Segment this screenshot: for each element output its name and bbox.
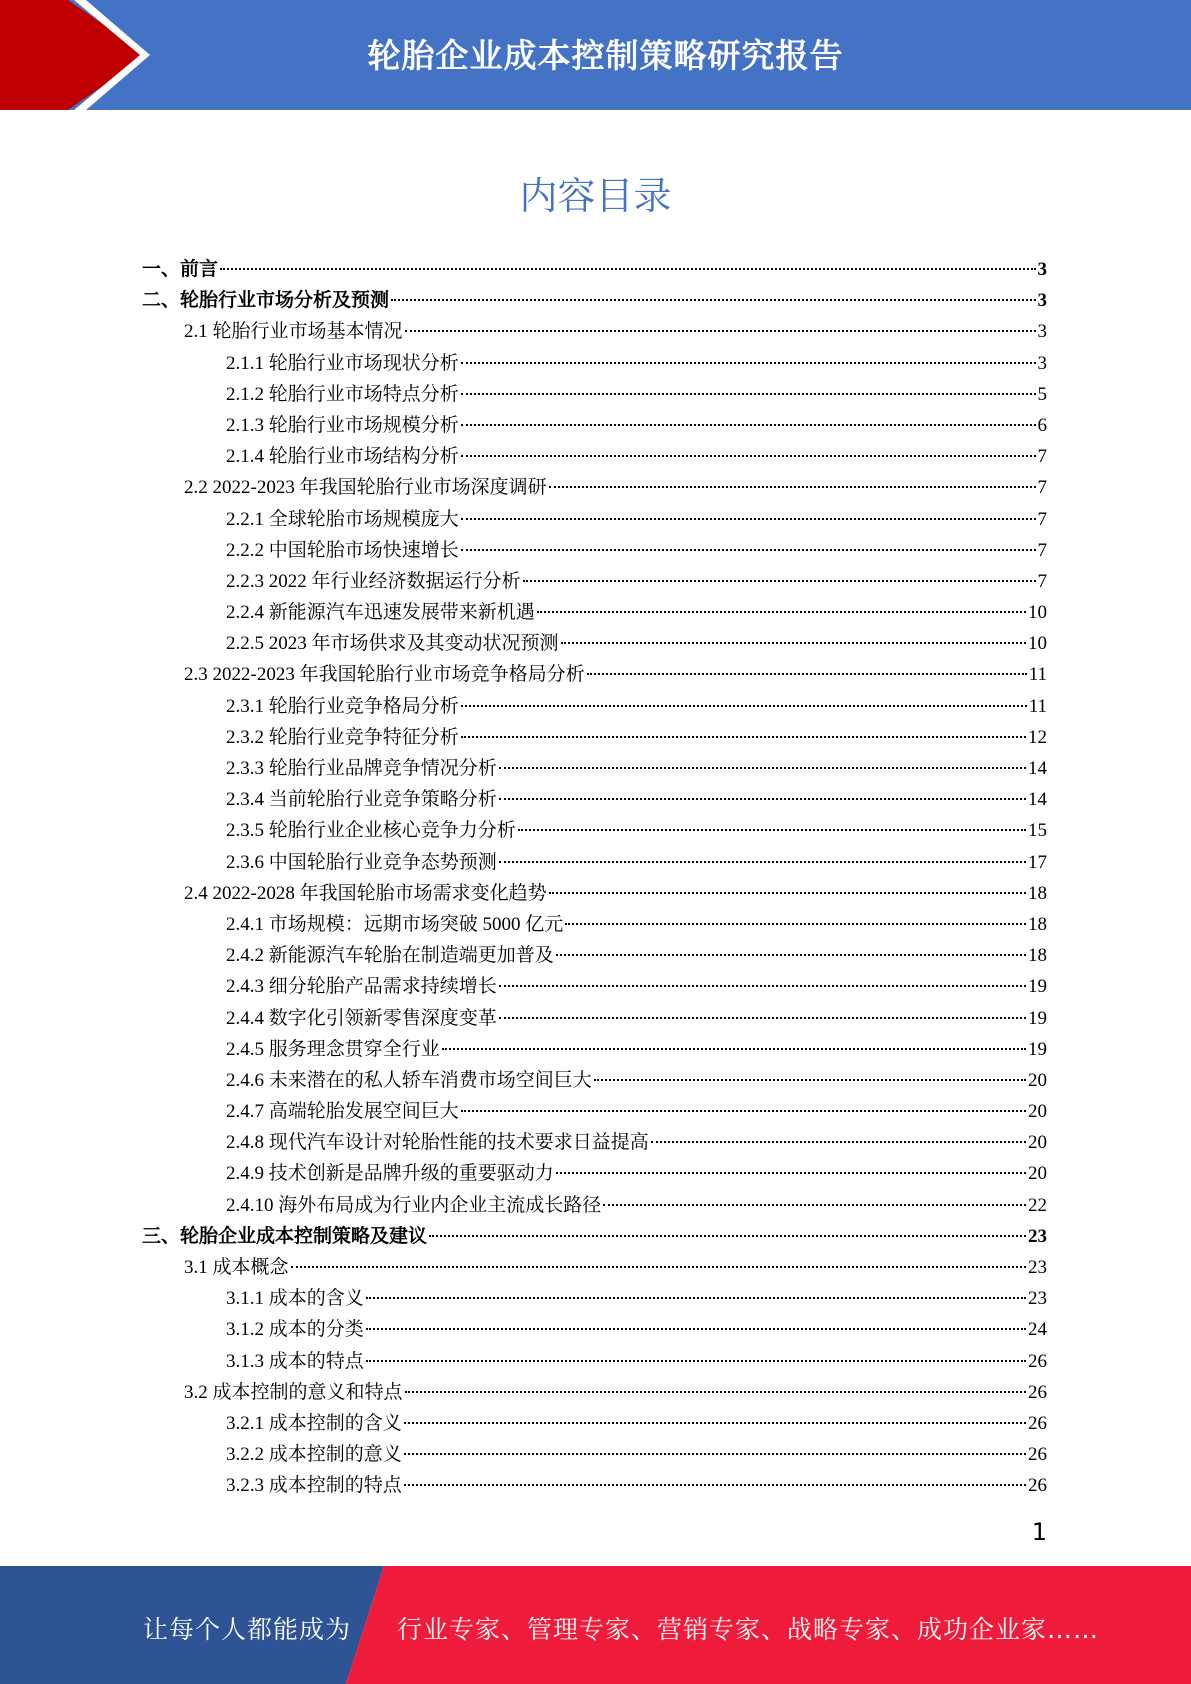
toc-dot-leader	[461, 393, 1036, 395]
toc-dot-leader	[499, 985, 1026, 987]
toc-entry[interactable]	[142, 1346, 1047, 1377]
header-banner	[0, 0, 1191, 110]
toc-entry-page: 18	[1028, 913, 1047, 935]
toc-entry-page: 7	[1037, 539, 1047, 561]
toc-entry-page: 26	[1028, 1350, 1047, 1372]
toc-entry-label: 三、轮胎企业成本控制策略及建议	[142, 1225, 428, 1247]
toc-dot-leader	[291, 1266, 1026, 1268]
toc-entry[interactable]	[142, 348, 1047, 379]
toc-entry-label: 2.2.2 中国轮胎市场快速增长	[226, 539, 459, 561]
footer-slogan-right: 行业专家、管理专家、营销专家、战略专家、成功企业家……	[397, 1615, 1100, 1644]
toc-entry-page: 11	[1028, 664, 1047, 686]
toc-entry-label: 3.1.2 成本的分类	[226, 1319, 364, 1341]
toc-entry-label: 二、轮胎行业市场分析及预测	[142, 290, 390, 312]
toc-entry-page: 5	[1037, 383, 1047, 405]
toc-entry[interactable]	[142, 1003, 1047, 1034]
toc-entry-label: 2.4.3 细分轮胎产品需求持续增长	[226, 976, 497, 998]
toc-entry-page: 6	[1037, 414, 1047, 436]
toc-dot-leader	[366, 1328, 1026, 1330]
toc-entry-page: 14	[1028, 758, 1047, 779]
toc-entry-label: 2.4 2022-2028 年我国轮胎市场需求变化趋势	[184, 882, 547, 904]
toc-dot-leader	[549, 486, 1036, 488]
toc-dot-leader	[461, 455, 1036, 457]
toc-entry-label: 2.1.3 轮胎行业市场规模分析	[226, 414, 459, 436]
toc-entry-label: 2.3.4 当前轮胎行业竞争策略分析	[226, 789, 497, 811]
footer-slogan-left: 让每个人都能成为	[143, 1615, 352, 1644]
toc-entry-page: 20	[1028, 1069, 1047, 1091]
toc-entry-label: 2.1.4 轮胎行业市场结构分析	[226, 446, 459, 468]
toc-dot-leader	[499, 767, 1026, 769]
toc-entry-label: 2.4.8 现代汽车设计对轮胎性能的技术要求日益提高	[226, 1132, 649, 1154]
toc-entry-label: 3.2.2 成本控制的意义	[226, 1444, 402, 1466]
toc-entry-page: 15	[1028, 820, 1047, 842]
toc-entry-label: 2.3.1 轮胎行业竞争格局分析	[226, 695, 459, 717]
toc-entry[interactable]	[142, 1190, 1047, 1221]
toc-entry-label: 2.3.3 轮胎行业品牌竞争情况分析	[226, 758, 497, 779]
toc-entry[interactable]	[142, 379, 1047, 410]
toc-entry[interactable]	[142, 316, 1047, 347]
toc-dot-leader	[220, 268, 1035, 270]
toc-entry[interactable]	[142, 847, 1047, 878]
toc-entry-page: 10	[1028, 633, 1047, 655]
toc-dot-leader	[499, 798, 1026, 800]
toc-entry[interactable]	[142, 909, 1047, 940]
toc-entry-page: 23	[1028, 1257, 1047, 1278]
toc-entry[interactable]	[142, 878, 1047, 909]
toc-entry-page: 22	[1028, 1194, 1047, 1216]
toc-entry-label: 3.1 成本概念	[184, 1257, 289, 1278]
toc-entry-page: 3	[1037, 290, 1047, 312]
toc-entry-label: 3.1.3 成本的特点	[226, 1350, 364, 1372]
toc-entry[interactable]	[142, 535, 1047, 566]
toc-entry[interactable]	[142, 971, 1047, 1002]
toc-entry-page: 26	[1028, 1412, 1047, 1434]
toc-entry-label: 2.2.1 全球轮胎市场规模庞大	[226, 508, 459, 530]
toc-entry-label: 2.4.1 市场规模：远期市场突破 5000 亿元	[226, 913, 564, 935]
toc-entry-page: 17	[1028, 851, 1047, 873]
toc-entry-page: 19	[1028, 1038, 1047, 1060]
toc-entry-page: 18	[1028, 945, 1047, 967]
toc-entry-page: 7	[1037, 446, 1047, 468]
toc-entry[interactable]	[142, 815, 1047, 846]
toc-entry-page: 7	[1037, 570, 1047, 592]
toc-entry-page: 23	[1028, 1288, 1047, 1310]
toc-dot-leader	[565, 923, 1026, 925]
toc-dot-leader	[404, 1484, 1026, 1486]
toc-dot-leader	[461, 705, 1027, 707]
toc-dot-leader	[405, 1391, 1026, 1393]
toc-entry-page: 18	[1028, 882, 1047, 904]
toc-dot-leader	[461, 518, 1036, 520]
toc-entry-page: 10	[1028, 602, 1047, 624]
toc-dot-leader	[556, 1172, 1026, 1174]
toc-dot-leader	[603, 1204, 1026, 1206]
toc-dot-leader	[556, 954, 1026, 956]
toc-entry-label: 2.2.3 2022 年行业经济数据运行分析	[226, 570, 521, 592]
toc-entry-page: 20	[1028, 1132, 1047, 1154]
toc-entry-label: 3.2.3 成本控制的特点	[226, 1475, 402, 1497]
toc-entry[interactable]	[142, 1096, 1047, 1127]
report-title: 轮胎企业成本控制策略研究报告	[367, 36, 844, 75]
toc-entry[interactable]	[142, 285, 1047, 316]
toc-entry-label: 2.3.6 中国轮胎行业竞争态势预测	[226, 851, 497, 873]
toc-entry[interactable]	[142, 1127, 1047, 1158]
toc-dot-leader	[461, 736, 1026, 738]
toc-entry[interactable]	[142, 441, 1047, 472]
footer-banner	[0, 1566, 1191, 1684]
toc-dot-leader	[537, 611, 1026, 613]
toc-entry-label: 2.4.10 海外布局成为行业内企业主流成长路径	[226, 1194, 602, 1216]
toc-dot-leader	[391, 299, 1035, 301]
toc-entry-label: 3.2.1 成本控制的含义	[226, 1412, 402, 1434]
toc-entry-label: 2.4.9 技术创新是品牌升级的重要驱动力	[226, 1163, 554, 1185]
toc-entry-label: 2.2.5 2023 年市场供求及其变动状况预测	[226, 633, 559, 655]
toc-entry[interactable]	[142, 566, 1047, 597]
toc-entry-page: 3	[1037, 352, 1047, 374]
toc-entry[interactable]	[142, 1439, 1047, 1470]
toc-entry-label: 2.3 2022-2023 年我国轮胎行业市场竞争格局分析	[184, 664, 585, 686]
toc-entry-label: 2.2 2022-2023 年我国轮胎行业市场深度调研	[184, 477, 547, 499]
toc-dot-leader	[366, 1360, 1026, 1362]
toc-entry-label: 2.2.4 新能源汽车迅速发展带来新机遇	[226, 602, 535, 624]
toc-entry-label: 2.4.2 新能源汽车轮胎在制造端更加普及	[226, 945, 554, 967]
toc-entry-label: 2.4.6 未来潜在的私人轿车消费市场空间巨大	[226, 1069, 592, 1091]
toc-entry[interactable]	[142, 722, 1047, 753]
toc-entry[interactable]	[142, 691, 1047, 722]
toc-dot-leader	[523, 580, 1036, 582]
toc-dot-leader	[461, 424, 1036, 426]
toc-entry-label: 一、前言	[142, 259, 219, 280]
toc-entry-label: 2.4.5 服务理念贯穿全行业	[226, 1038, 440, 1060]
toc-entry[interactable]	[142, 1470, 1047, 1501]
toc-entry[interactable]	[142, 504, 1047, 535]
toc-entry-page: 7	[1037, 508, 1047, 530]
toc-entry[interactable]	[142, 1408, 1047, 1439]
toc-entry[interactable]	[142, 753, 1047, 784]
toc-entry[interactable]	[142, 254, 1047, 285]
toc-entry[interactable]	[142, 597, 1047, 628]
toc-entry-label: 2.1 轮胎行业市场基本情况	[184, 321, 403, 343]
toc-entry-page: 19	[1028, 1007, 1047, 1029]
toc-dot-leader	[405, 330, 1036, 332]
toc-entry[interactable]	[142, 1158, 1047, 1189]
toc-entry-page: 11	[1028, 695, 1047, 717]
toc-dot-leader	[499, 861, 1026, 863]
toc-entry-page: 3	[1037, 321, 1047, 343]
toc-entry[interactable]	[142, 628, 1047, 659]
toc-entry-page: 20	[1028, 1101, 1047, 1123]
toc-dot-leader	[549, 892, 1026, 894]
toc-dot-leader	[442, 1048, 1026, 1050]
toc-entry-label: 2.3.5 轮胎行业企业核心竞争力分析	[226, 820, 516, 842]
toc-entry[interactable]	[142, 1314, 1047, 1345]
toc-dot-leader	[461, 1110, 1026, 1112]
toc-entry-label: 2.4.7 高端轮胎发展空间巨大	[226, 1101, 459, 1123]
toc-entry-page: 20	[1028, 1163, 1047, 1185]
toc-dot-leader	[404, 1422, 1026, 1424]
toc-entry[interactable]	[142, 472, 1047, 503]
toc-entry-page: 23	[1028, 1225, 1047, 1247]
toc-entry[interactable]	[142, 659, 1047, 690]
table-of-contents	[142, 254, 1047, 1502]
toc-dot-leader	[587, 673, 1027, 675]
toc-heading: 内容目录	[519, 174, 672, 218]
toc-dot-leader	[461, 362, 1036, 364]
toc-dot-leader	[404, 1453, 1026, 1455]
toc-dot-leader	[518, 829, 1026, 831]
toc-entry-label: 2.3.2 轮胎行业竞争特征分析	[226, 726, 459, 748]
toc-entry[interactable]	[142, 1034, 1047, 1065]
toc-entry-page: 12	[1028, 726, 1047, 748]
toc-dot-leader	[561, 642, 1026, 644]
toc-entry-page: 26	[1028, 1444, 1047, 1466]
toc-entry-page: 24	[1028, 1319, 1047, 1341]
toc-entry[interactable]	[142, 410, 1047, 441]
toc-entry-page: 7	[1037, 477, 1047, 499]
toc-entry-page: 19	[1028, 976, 1047, 998]
toc-entry[interactable]	[142, 1377, 1047, 1408]
toc-entry-page: 26	[1028, 1381, 1047, 1403]
toc-entry[interactable]	[142, 1221, 1047, 1252]
toc-dot-leader	[594, 1079, 1026, 1081]
toc-dot-leader	[499, 1017, 1026, 1019]
toc-entry-page: 26	[1028, 1475, 1047, 1497]
toc-entry-page: 3	[1037, 259, 1047, 280]
toc-entry-label: 2.1.2 轮胎行业市场特点分析	[226, 383, 459, 405]
toc-dot-leader	[651, 1141, 1026, 1143]
toc-entry[interactable]	[142, 1252, 1047, 1283]
toc-entry-page: 14	[1028, 789, 1047, 811]
toc-entry[interactable]	[142, 1065, 1047, 1096]
toc-dot-leader	[461, 549, 1036, 551]
toc-entry-label: 3.2 成本控制的意义和特点	[184, 1381, 403, 1403]
toc-entry-label: 2.4.4 数字化引领新零售深度变革	[226, 1007, 497, 1029]
toc-entry[interactable]	[142, 940, 1047, 971]
toc-entry[interactable]	[142, 784, 1047, 815]
toc-dot-leader	[429, 1235, 1026, 1237]
page-number: 1	[1031, 1518, 1047, 1546]
toc-entry[interactable]	[142, 1283, 1047, 1314]
toc-entry-label: 2.1.1 轮胎行业市场现状分析	[226, 352, 459, 374]
toc-entry-label: 3.1.1 成本的含义	[226, 1288, 364, 1310]
toc-dot-leader	[366, 1297, 1026, 1299]
